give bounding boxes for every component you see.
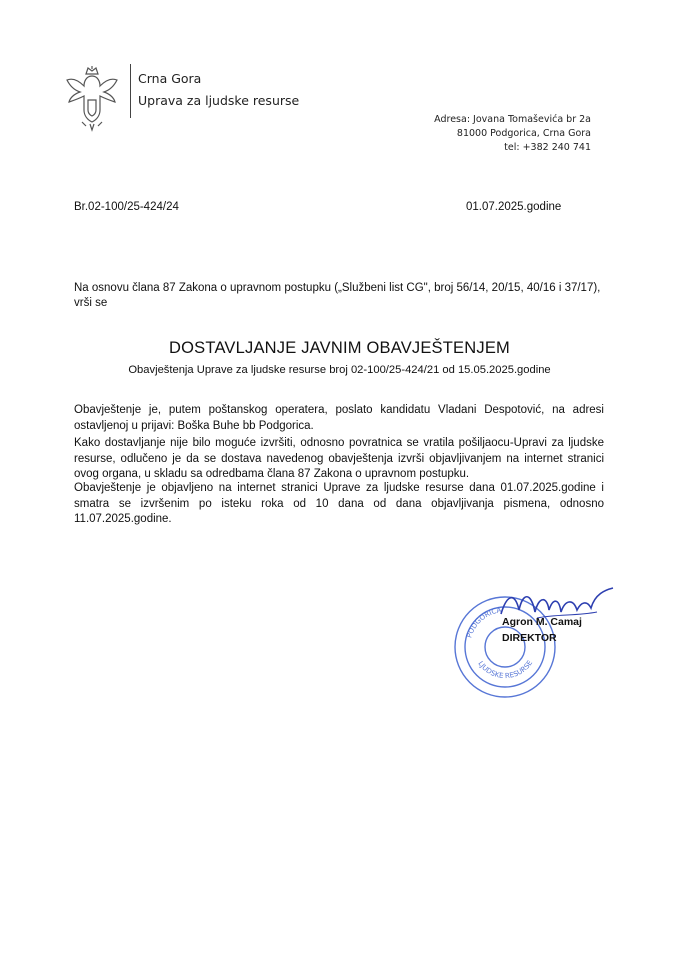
signatory-title: DIREKTOR: [502, 632, 557, 644]
signatory-name: Agron M. Camaj: [502, 616, 582, 628]
reference-number: Br.02-100/25-424/24: [74, 201, 179, 213]
address-block: [434, 113, 591, 155]
stamp-text-top: PODGORICA: [465, 606, 502, 639]
coat-of-arms-logo: [64, 64, 120, 132]
phone-line: tel: +382 240 741: [504, 142, 591, 153]
paragraph-publication: Obavještenje je objavljeno na internet stranici Uprave za ljudske resurse dana 01.07.2025.godine i smatra se izvršenim po isteku roka od 10 dana od dana objavljivanja pismena, odnosno 11.07.2025.godine.: [74, 482, 604, 525]
document-date: 01.07.2025.godine: [466, 201, 562, 213]
country-name: Crna Gora: [138, 71, 202, 86]
svg-text:LJUDSKE RESURSE: [476, 659, 534, 680]
document-title: DOSTAVLJANJE JAVNIM OBAVJEŠTENJEM: [169, 339, 510, 357]
stamp-text-bottom: LJUDSKE RESURSE: [476, 659, 535, 681]
paragraph-decision: Kako dostavljanje nije bilo moguće izvršiti, odnosno povratnica se vratila pošiljaocu-Upravi za ljudske resurse, odlučeno je da se dostava navedenog obavještenja izvrši objavljivanjem na internet stranici ovog organa, u skladu sa odredbama člana 87 Zakona o upravnom postupku.: [74, 437, 604, 480]
document-subtitle: Obavještenja Uprave za ljudske resurse broj 02-100/25-424/21 od 15.05.2025.godine: [128, 364, 551, 376]
postal-line: 81000 Podgorica, Crna Gora: [456, 128, 591, 139]
institution-header: [138, 68, 299, 112]
header-divider: [130, 64, 131, 118]
institution-name: Uprava za ljudske resurse: [138, 93, 300, 108]
address-line: Adresa: Jovana Tomaševića br 2a: [434, 114, 591, 125]
paragraph-delivery: Obavještenje je, putem poštanskog operatera, poslato kandidatu Vladani Despotović, na adresi ostavljenoj u prijavi: Boška Buhe bb Podgorica.: [74, 404, 604, 432]
intro-text: Na osnovu člana 87 Zakona o upravnom postupku („Službeni list CG", broj 56/14, 20/15, 40/16 i 37/17), vrši se: [74, 282, 601, 309]
